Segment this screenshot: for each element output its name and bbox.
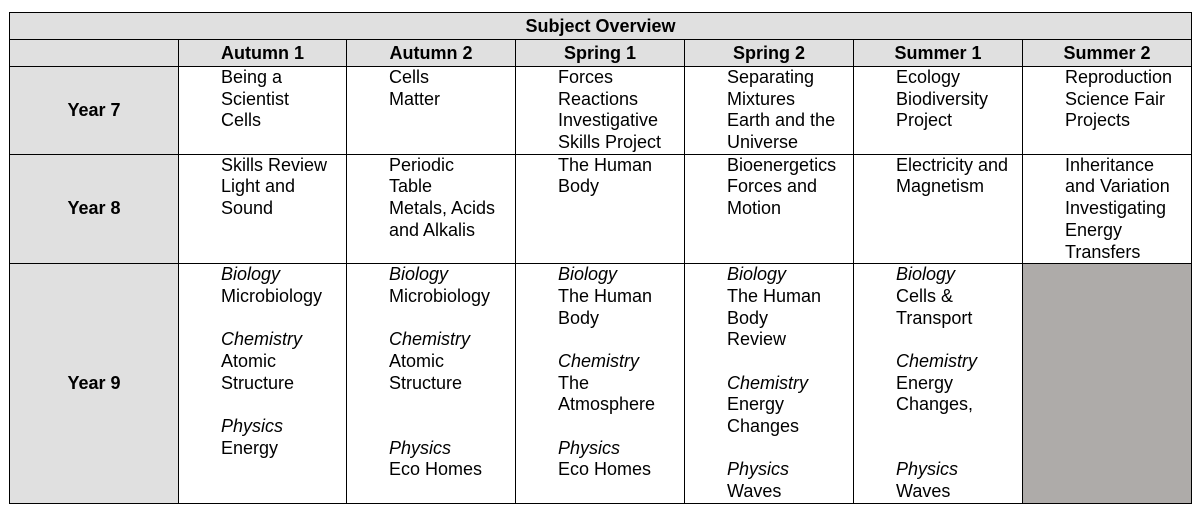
column-header: Spring 1	[516, 40, 685, 67]
topic-line: Ecology	[896, 67, 961, 87]
topic-line: Skills Review	[221, 154, 328, 175]
subject-cell	[347, 264, 516, 504]
topic-line: Earth and the	[727, 110, 836, 131]
topic-line: Electricity and	[896, 154, 1009, 175]
topic-line: Science Fair	[1065, 88, 1166, 109]
topic-line: Universe	[727, 132, 799, 153]
subject-heading: Chemistry	[389, 329, 471, 350]
topic-line: Separating	[727, 67, 815, 87]
topic-line: Microbiology	[221, 285, 323, 306]
topic-line: Atomic	[389, 350, 445, 371]
topic-line: Table	[389, 176, 433, 197]
table-row	[10, 67, 1192, 155]
subject-cell	[685, 154, 854, 263]
year-label: Year 8	[10, 154, 179, 263]
topic-line: Microbiology	[389, 285, 491, 306]
subject-cell	[1023, 154, 1192, 263]
topic-line: Energy	[896, 372, 954, 393]
column-header: Summer 2	[1023, 40, 1192, 67]
blank-line	[221, 394, 346, 416]
topic-line: Atomic	[221, 350, 277, 371]
topic-line: Investigative	[558, 110, 659, 131]
topic-line: Biodiversity	[896, 88, 989, 109]
column-header: Spring 2	[685, 40, 854, 67]
subject-heading: Biology	[221, 264, 281, 285]
topic-line: Mixtures	[727, 88, 796, 109]
topic-line: Matter	[389, 88, 441, 109]
topic-line: Motion	[727, 198, 782, 219]
topic-line: Eco Homes	[389, 459, 483, 480]
topic-line: Eco Homes	[558, 459, 652, 480]
subject-cell	[516, 154, 685, 263]
empty-cell	[1023, 264, 1192, 504]
column-header: Autumn 1	[179, 40, 347, 67]
subject-heading: Chemistry	[896, 350, 978, 371]
subject-heading: Physics	[221, 416, 284, 436]
subject-overview-table	[9, 12, 1192, 504]
topic-line: Atmosphere	[558, 394, 656, 415]
subject-cell	[516, 264, 685, 504]
blank-line	[727, 438, 853, 460]
topic-line: and Alkalis	[389, 219, 476, 240]
topic-line: Project	[896, 110, 953, 131]
topic-line: The	[558, 372, 590, 393]
topic-line: Energy	[727, 394, 785, 415]
topic-line: Metals, Acids	[389, 198, 496, 219]
topic-line: Transfers	[1065, 241, 1141, 262]
subject-heading: Physics	[727, 459, 790, 480]
year-label: Year 9	[10, 264, 179, 504]
topic-line: Investigating	[1065, 198, 1167, 219]
table-row	[10, 264, 1192, 504]
subject-heading: Biology	[896, 264, 956, 285]
topic-line: Energy	[1065, 219, 1123, 240]
table-title: Subject Overview	[10, 13, 1192, 40]
topic-line: The Human	[558, 154, 653, 175]
blank-line	[727, 351, 853, 373]
blank-line	[896, 329, 1022, 351]
year-label: Year 7	[10, 67, 179, 155]
subject-heading: Chemistry	[221, 329, 303, 350]
topic-line: Reactions	[558, 88, 639, 109]
topic-line: and Variation	[1065, 176, 1170, 197]
blank-line	[558, 416, 684, 438]
column-header-row	[10, 40, 1192, 67]
topic-line: Waves	[896, 481, 951, 502]
subject-heading: Physics	[896, 459, 959, 480]
topic-line: Changes	[727, 416, 800, 436]
topic-line: Cells &	[896, 285, 954, 306]
subject-heading: Physics	[389, 437, 452, 458]
topic-line: Transport	[896, 307, 973, 328]
topic-line: Projects	[1065, 110, 1131, 131]
subject-cell	[179, 67, 347, 155]
topic-line: Review	[727, 329, 787, 350]
topic-line: Cells	[389, 67, 430, 87]
topic-line: Magnetism	[896, 176, 985, 197]
topic-line: Body	[558, 176, 600, 197]
blank-line	[558, 329, 684, 351]
subject-heading: Chemistry	[727, 372, 809, 393]
topic-line: Structure	[221, 372, 295, 393]
subject-cell	[347, 67, 516, 155]
subject-cell	[685, 67, 854, 155]
subject-heading: Physics	[558, 437, 621, 458]
topic-line: Body	[727, 307, 769, 328]
topic-line: Body	[558, 307, 600, 328]
topic-line: Light and	[221, 176, 296, 197]
corner-cell	[10, 40, 179, 67]
subject-cell	[347, 154, 516, 263]
subject-cell	[179, 264, 347, 504]
topic-line: Structure	[389, 372, 463, 393]
topic-line: Bioenergetics	[727, 154, 837, 175]
blank-line	[896, 416, 1022, 438]
subject-cell	[1023, 67, 1192, 155]
topic-line: Cells	[221, 110, 262, 131]
blank-line	[389, 394, 515, 416]
topic-line: Changes,	[896, 394, 974, 415]
subject-heading: Chemistry	[558, 350, 640, 371]
topic-line: Waves	[727, 481, 782, 502]
blank-line	[896, 438, 1022, 460]
topic-line: Sound	[221, 198, 274, 219]
column-header: Autumn 2	[347, 40, 516, 67]
blank-line	[221, 308, 346, 330]
subject-cell	[854, 67, 1023, 155]
subject-heading: Biology	[727, 264, 787, 285]
blank-line	[389, 416, 515, 438]
subject-heading: Biology	[558, 264, 618, 285]
topic-line: The Human	[727, 285, 822, 306]
column-header: Summer 1	[854, 40, 1023, 67]
subject-cell	[685, 264, 854, 504]
topic-line: Reproduction	[1065, 67, 1173, 87]
table-row	[10, 154, 1192, 263]
subject-cell	[516, 67, 685, 155]
topic-line: The Human	[558, 285, 653, 306]
topic-line: Skills Project	[558, 132, 662, 153]
topic-line: Forces and	[727, 176, 818, 197]
topic-line: Forces	[558, 67, 614, 87]
subject-cell	[854, 154, 1023, 263]
topic-line: Inheritance	[1065, 154, 1155, 175]
subject-heading: Biology	[389, 264, 449, 285]
subject-cell	[854, 264, 1023, 504]
subject-cell	[179, 154, 347, 263]
topic-line: Being a	[221, 67, 283, 87]
blank-line	[389, 308, 515, 330]
topic-line: Energy	[221, 437, 279, 458]
topic-line: Periodic	[389, 154, 455, 175]
topic-line: Scientist	[221, 88, 290, 109]
